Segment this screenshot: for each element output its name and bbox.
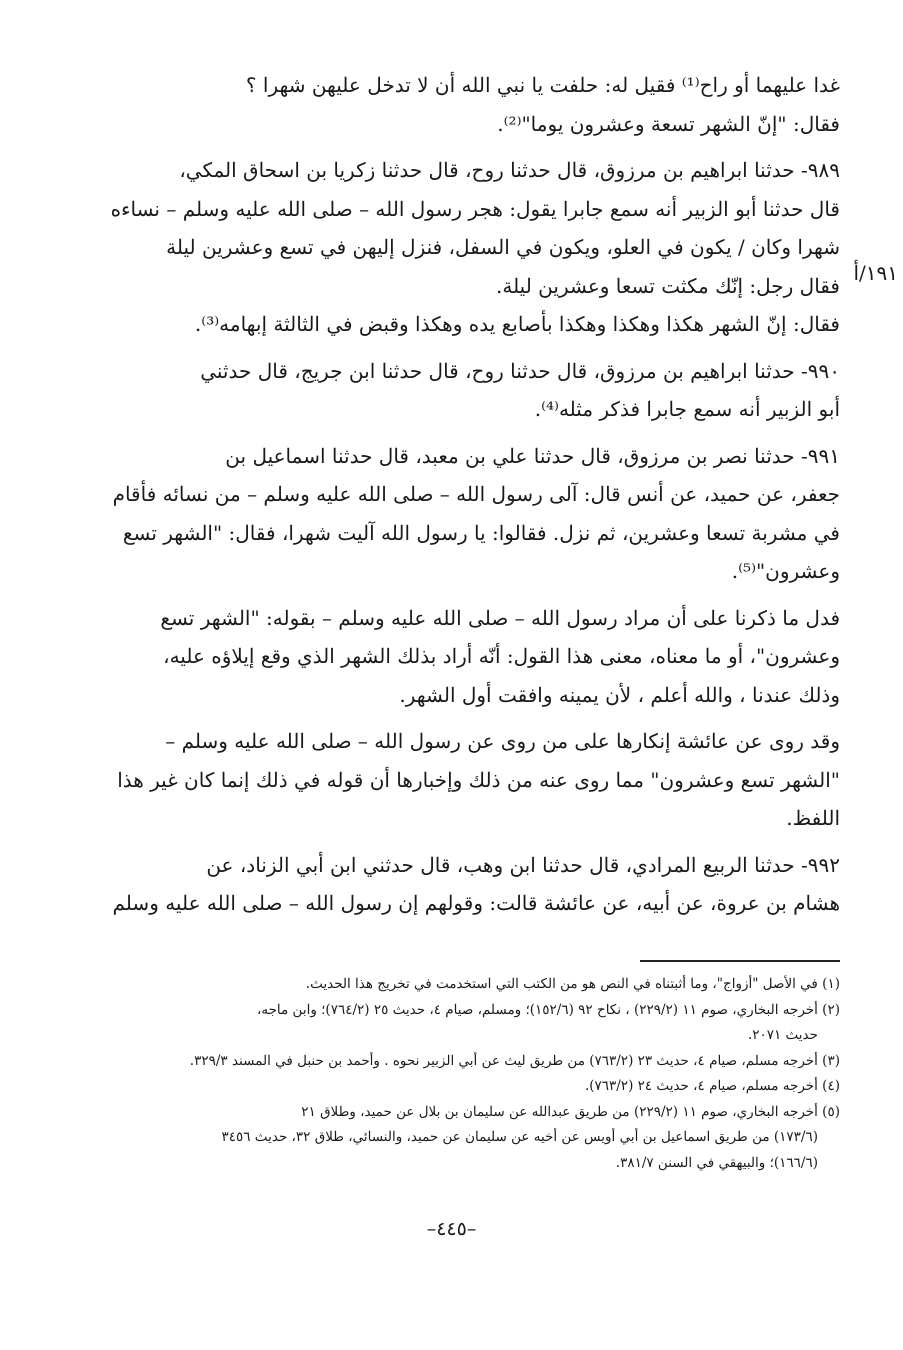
text-line: ٩٨٩- حدثنا ابراهيم بن مرزوق، قال حدثنا روح، قال حدثنا زكريا بن اسحاق المكي، bbox=[179, 158, 840, 182]
text-line: جعفر، عن حميد، عن أنس قال: آلى رسول الله – صلى الله عليه وسلم – من نسائه فأقام bbox=[112, 482, 840, 506]
main-text bbox=[90, 66, 840, 923]
text-line: هشام بن عروة، عن أبيه، عن عائشة قالت: وقولهم إن رسول الله – صلى الله عليه وسلم bbox=[112, 891, 840, 915]
text-line: غدا عليهما أو راح⁽¹⁾ فقيل له: حلفت يا نبي الله أن لا تدخل عليهن شهرا ؟ bbox=[245, 73, 840, 97]
text-line: فدل ما ذكرنا على أن مراد رسول الله – صلى الله عليه وسلم – بقوله: "الشهر تسع bbox=[160, 605, 840, 630]
footnote-line: (٤) أخرجه مسلم، صيام ٤، حديث ٢٤ (٧٦٣/٢). bbox=[584, 1078, 840, 1094]
text-line: في مشربة تسعا وعشرين، ثم نزل. فقالوا: يا رسول الله آليت شهرا، فقال: "الشهر تسع bbox=[122, 520, 840, 545]
text-line: قال حدثنا أبو الزبير أنه سمع جابرا يقول: هجر رسول الله – صلى الله عليه وسلم – نساءه bbox=[110, 196, 840, 221]
text-line: فقال رجل: إنّك مكثت تسعا وعشرين ليلة. bbox=[495, 273, 840, 298]
text-line: فقال: إنّ الشهر هكذا وهكذا وهكذا بأصابع يده وهكذا وقبض في الثالثة إبهامه⁽³⁾. bbox=[194, 312, 840, 336]
text-line: وقد روى عن عائشة إنكارها على من روى عن رسول الله – صلى الله عليه وسلم – bbox=[165, 729, 840, 753]
text-line: وعشرون"⁽⁵⁾. bbox=[731, 559, 840, 583]
footnote-line: (١٦٦/٦)؛ والبيهقي في السنن ٣٨١/٧. bbox=[615, 1154, 818, 1171]
page-number: –٤٤٥– bbox=[426, 1218, 477, 1240]
text-line: ٩٩١- حدثنا نصر بن مرزوق، قال حدثنا علي بن معبد، قال حدثنا اسماعيل بن bbox=[225, 443, 840, 468]
text-line: ٩٩٢- حدثنا الربيع المرادي، قال حدثنا ابن وهب، قال حدثني ابن أبي الزناد، عن bbox=[206, 852, 840, 877]
text-line: فقال: "إنّ الشهر تسعة وعشرون يوما"⁽²⁾. bbox=[497, 111, 840, 136]
footnote-line: (١) في الأصل "أزواج"، وما أثبتناه في النص هو من الكتب التي استخدمت في تخريج هذا الحديث. bbox=[305, 976, 840, 992]
text-line: وعشرون"، أو ما معناه، معنى هذا القول: أنّه أراد بذلك الشهر الذي وقع إيلاؤه عليه، bbox=[163, 644, 840, 668]
text-line: أبو الزبير أنه سمع جابرا فذكر مثله⁽⁴⁾. bbox=[534, 397, 840, 421]
text-line: وذلك عندنا ، والله أعلم ، لأن يمينه وافقت أول الشهر. bbox=[399, 682, 840, 707]
footnote-line: (٢) أخرجه البخاري، صوم ١١ (٢٢٩/٢) ، نكاح ٩٢ (١٥٢/٦)؛ ومسلم، صيام ٤، حديث ٢٥ (٧٦٤/٢)؛ وابن ماجه، bbox=[256, 1001, 840, 1018]
footnote-line: (١٧٣/٦) من طريق اسماعيل بن أبي أويس عن أخيه عن سليمان عن حميد، والنسائي، طلاق ٣٢، حديث ٣٤٥٦ bbox=[221, 1129, 818, 1145]
margin-folio-note: ١٩١/أ bbox=[853, 261, 898, 285]
text-line: "الشهر تسع وعشرون" مما روى عنه من ذلك وإخبارها أن قوله في ذلك إنما كان غير هذا bbox=[117, 767, 840, 792]
footnote-line: حديث ٢٠٧١. bbox=[747, 1027, 818, 1043]
footnote-line: (٥) أخرجه البخاري، صوم ١١ (٢٢٩/٢) من طريق عبدالله عن سليمان بن بلال عن حميد، وطلاق ٢١ bbox=[301, 1103, 840, 1120]
text-line: شهرا وكان / يكون في العلو، ويكون في السفل، فنزل إليهن في تسع وعشرين ليلة bbox=[166, 235, 840, 259]
footnotes bbox=[90, 972, 840, 1176]
text-line: ٩٩٠- حدثنا ابراهيم بن مرزوق، قال حدثنا روح، قال حدثنا ابن جريج، قال حدثني bbox=[200, 358, 840, 383]
footnote-line: (٣) أخرجه مسلم، صيام ٤، حديث ٢٣ (٧٦٣/٢) من طريق ليث عن أبي الزبير نحوه . وأحمد بن حنبل في المسند ٣٢٩/٣. bbox=[189, 1052, 840, 1069]
text-line: اللفظ. bbox=[786, 806, 840, 830]
footnote-divider bbox=[640, 960, 840, 962]
